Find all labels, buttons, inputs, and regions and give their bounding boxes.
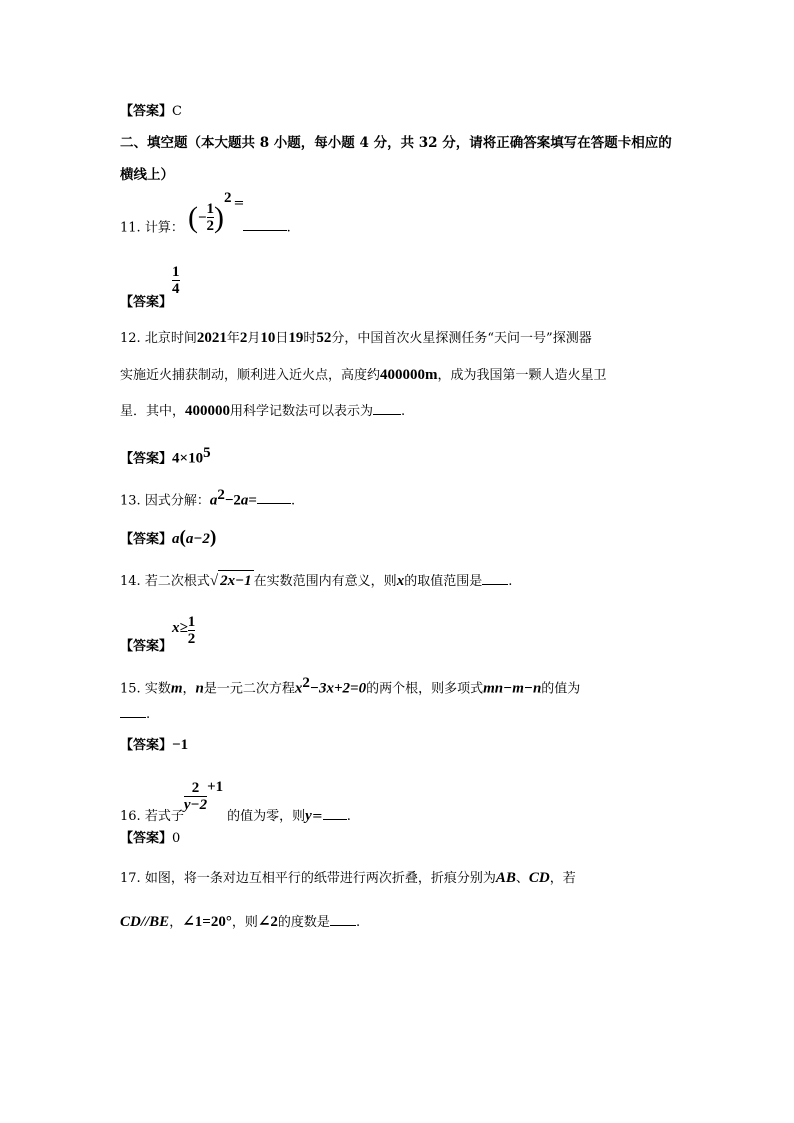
answer-line-q12: 【答案】$4\times 10^5$ bbox=[120, 445, 211, 467]
question-11: 11. 计算： (− $\frac{1}{2}$ )$^2$ = . bbox=[120, 200, 291, 244]
question-number: 16. bbox=[120, 809, 141, 824]
fraction: $\frac{2}{y-2}$ bbox=[183, 780, 208, 813]
answer-line-q15: 【答案】−1 bbox=[120, 737, 189, 753]
answer-tag: 【答案】 bbox=[120, 831, 173, 846]
question-17-line2: CD//BE，∠1=20°，则∠2的度数是 . bbox=[120, 914, 361, 930]
answer-blank bbox=[120, 705, 146, 718]
question-12-line1: 12. 北京时间2021年2月10日19时52分，中国首次火星探测任务“天问一号”探测器 bbox=[120, 330, 592, 346]
question-number: 14. bbox=[120, 574, 141, 589]
answer-value: C bbox=[172, 104, 182, 119]
answer-blank bbox=[330, 913, 356, 926]
answer-tag: 【答案】 bbox=[120, 451, 173, 467]
answer-line-q16: 【答案】0 bbox=[120, 831, 181, 846]
answer-fraction: $\frac{1}{4}$ bbox=[172, 264, 180, 297]
answer-line-q13: 【答案】a(a−2) bbox=[120, 527, 217, 548]
answer-tag: 【答案】 bbox=[120, 295, 173, 310]
question-13: 13. 因式分解：$a^2-2a=$ . bbox=[120, 487, 296, 509]
question-14: 14. 若二次根式√ 2x−1 在实数范围内有意义，则x的取值范围是 . bbox=[120, 570, 512, 592]
answer-blank bbox=[257, 491, 291, 504]
question-15-line2: . bbox=[120, 705, 150, 725]
answer-line-q10 bbox=[120, 102, 182, 122]
question-15-line1: 15. 实数m，n是一元二次方程$x^2-3x+2=0$的两个根，则多项式mn−m−n的值为 bbox=[120, 675, 581, 697]
question-12-line2: 实施近火捕获制动，顺利进入近火点，高度约400000m，成为我国第一颗人造火星卫 bbox=[120, 367, 607, 383]
question-number: 13. bbox=[120, 493, 141, 509]
answer-tag: 【答案】 bbox=[120, 104, 173, 119]
question-number: 17. bbox=[120, 871, 141, 886]
question-number: 11. bbox=[120, 220, 141, 236]
question-12-line3: 星．其中，400000用科学记数法可以表示为 . bbox=[120, 403, 406, 419]
answer-blank bbox=[323, 807, 347, 820]
fraction: $\frac{1}{2}$ bbox=[206, 201, 215, 235]
answer-blank bbox=[373, 402, 401, 415]
answer-tag: 【答案】 bbox=[120, 639, 173, 654]
question-text: 计算： bbox=[144, 220, 184, 236]
radicand: 2x−1 bbox=[218, 570, 254, 591]
answer-blank bbox=[482, 572, 508, 585]
exponent: 2 bbox=[224, 190, 232, 206]
minus-sign: − bbox=[197, 209, 207, 226]
equals-sign: = bbox=[233, 196, 245, 212]
answer-line-q14: 【答案】x≥ $\frac{1}{2}$ bbox=[120, 614, 196, 654]
answer-tag: 【答案】 bbox=[120, 532, 173, 547]
question-number: 15. bbox=[120, 681, 141, 697]
answer-line-q11 bbox=[120, 262, 180, 310]
question-17-line1: 17. 如图，将一条对边互相平行的纸带进行两次折叠，折痕分别为AB、CD，若 bbox=[120, 870, 576, 886]
section-heading-line1: 二、填空题（本大题共 8 小题，每小题 4 分，共 32 分，请将正确答案填写在答题卡相应的 bbox=[120, 135, 672, 151]
question-16: 16. 若式子 $\frac{2}{y-2}$ +1的值为零，则y= . bbox=[120, 779, 351, 824]
answer-tag: 【答案】 bbox=[120, 738, 173, 753]
answer-fraction: $\frac{1}{2}$ bbox=[187, 614, 196, 647]
math-expression: (− $\frac{1}{2}$ )$^2$ = bbox=[187, 190, 245, 235]
answer-blank bbox=[243, 218, 287, 231]
question-number: 12. bbox=[120, 331, 141, 346]
section-heading-line2: 横线上） bbox=[120, 167, 174, 183]
